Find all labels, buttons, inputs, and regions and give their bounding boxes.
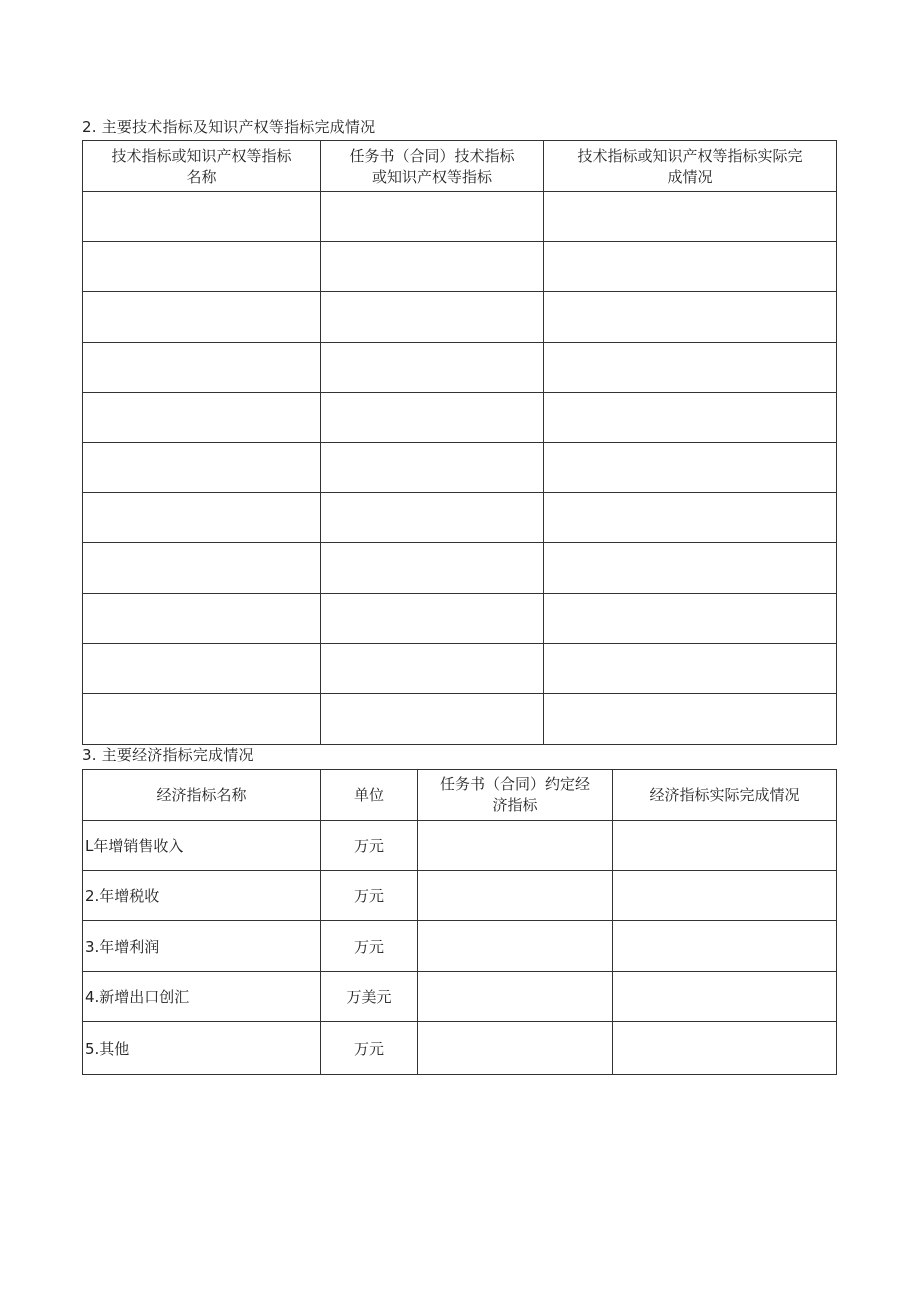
header-line: 任务书（合同）技术指标 xyxy=(349,147,515,165)
table-row xyxy=(83,543,837,594)
table-row xyxy=(83,644,837,694)
header-line: 名称 xyxy=(186,168,217,186)
header-line: 或知识产权等指标 xyxy=(371,168,492,186)
contract-value-cell[interactable] xyxy=(418,821,613,871)
economic-indicators-table xyxy=(82,769,837,1075)
header-line: 单位 xyxy=(353,785,384,804)
table-row xyxy=(83,921,837,972)
contract-value-cell[interactable] xyxy=(418,972,613,1022)
header-indicator-name xyxy=(83,141,321,192)
indicator-name-cell[interactable] xyxy=(83,543,321,594)
table-row xyxy=(83,242,837,292)
header-unit xyxy=(321,770,418,821)
actual-completion-cell[interactable] xyxy=(544,493,837,543)
contract-indicator-cell[interactable] xyxy=(321,694,544,745)
indicator-name-cell[interactable] xyxy=(83,343,321,393)
contract-indicator-cell[interactable] xyxy=(321,192,544,242)
indicator-name-cell[interactable] xyxy=(83,393,321,443)
table-row xyxy=(83,343,837,393)
unit-cell: 万元 xyxy=(321,921,418,972)
economic-indicator-name: 2.年增税收 xyxy=(83,871,321,921)
economic-indicator-name: 3.年增利润 xyxy=(83,921,321,972)
header-economic-indicator-name xyxy=(83,770,321,821)
economic-indicator-name: L年增销售收入 xyxy=(83,821,321,871)
table-row xyxy=(83,694,837,745)
table-row xyxy=(83,292,837,343)
indicator-name-cell[interactable] xyxy=(83,594,321,644)
table-row xyxy=(83,972,837,1022)
header-economic-actual-completion xyxy=(613,770,837,821)
actual-completion-cell[interactable] xyxy=(544,242,837,292)
contract-indicator-cell[interactable] xyxy=(321,343,544,393)
header-line: 经济指标名称 xyxy=(156,785,247,804)
table-row xyxy=(83,393,837,443)
tech-indicators-table xyxy=(82,140,837,745)
actual-completion-cell[interactable] xyxy=(544,292,837,343)
indicator-name-cell[interactable] xyxy=(83,493,321,543)
indicator-name-cell[interactable] xyxy=(83,443,321,493)
indicator-name-cell[interactable] xyxy=(83,644,321,694)
economic-indicator-name: 5.其他 xyxy=(83,1022,321,1075)
actual-completion-cell[interactable] xyxy=(544,443,837,493)
actual-value-cell[interactable] xyxy=(613,821,837,871)
actual-completion-cell[interactable] xyxy=(544,393,837,443)
contract-indicator-cell[interactable] xyxy=(321,292,544,343)
table-row xyxy=(83,1022,837,1075)
table-row xyxy=(83,871,837,921)
actual-completion-cell[interactable] xyxy=(544,192,837,242)
header-contract-indicator xyxy=(321,141,544,192)
contract-indicator-cell[interactable] xyxy=(321,594,544,644)
table-header-row xyxy=(83,141,837,192)
actual-value-cell[interactable] xyxy=(613,871,837,921)
contract-indicator-cell[interactable] xyxy=(321,443,544,493)
unit-cell: 万元 xyxy=(321,871,418,921)
actual-value-cell[interactable] xyxy=(613,921,837,972)
actual-value-cell[interactable] xyxy=(613,1022,837,1075)
header-line: 任务书（合同）约定经 xyxy=(439,775,590,793)
unit-cell: 万元 xyxy=(321,821,418,871)
contract-indicator-cell[interactable] xyxy=(321,644,544,694)
indicator-name-cell[interactable] xyxy=(83,242,321,292)
table-row xyxy=(83,594,837,644)
contract-value-cell[interactable] xyxy=(418,1022,613,1075)
header-line: 技术指标或知识产权等指标 xyxy=(111,147,292,165)
indicator-name-cell[interactable] xyxy=(83,192,321,242)
actual-completion-cell[interactable] xyxy=(544,343,837,393)
actual-completion-cell[interactable] xyxy=(544,694,837,745)
section-3-title: 3. 主要经济指标完成情况 xyxy=(82,746,254,764)
contract-indicator-cell[interactable] xyxy=(321,543,544,594)
contract-value-cell[interactable] xyxy=(418,921,613,972)
unit-cell: 万美元 xyxy=(321,972,418,1022)
header-actual-completion xyxy=(544,141,837,192)
table-row xyxy=(83,493,837,543)
table-row xyxy=(83,443,837,493)
actual-completion-cell[interactable] xyxy=(544,543,837,594)
contract-indicator-cell[interactable] xyxy=(321,493,544,543)
header-line: 经济指标实际完成情况 xyxy=(649,785,800,804)
section-2-title: 2. 主要技术指标及知识产权等指标完成情况 xyxy=(82,118,376,136)
table-header-row xyxy=(83,770,837,821)
contract-value-cell[interactable] xyxy=(418,871,613,921)
table-row xyxy=(83,821,837,871)
header-line: 成情况 xyxy=(667,168,713,186)
contract-indicator-cell[interactable] xyxy=(321,242,544,292)
economic-indicator-name: 4.新增出口创汇 xyxy=(83,972,321,1022)
table-row xyxy=(83,192,837,242)
actual-completion-cell[interactable] xyxy=(544,644,837,694)
actual-value-cell[interactable] xyxy=(613,972,837,1022)
header-contract-economic-indicator xyxy=(418,770,613,821)
unit-cell: 万元 xyxy=(321,1022,418,1075)
actual-completion-cell[interactable] xyxy=(544,594,837,644)
header-line: 济指标 xyxy=(492,796,538,814)
contract-indicator-cell[interactable] xyxy=(321,393,544,443)
indicator-name-cell[interactable] xyxy=(83,694,321,745)
indicator-name-cell[interactable] xyxy=(83,292,321,343)
header-line: 技术指标或知识产权等指标实际完 xyxy=(577,147,803,165)
